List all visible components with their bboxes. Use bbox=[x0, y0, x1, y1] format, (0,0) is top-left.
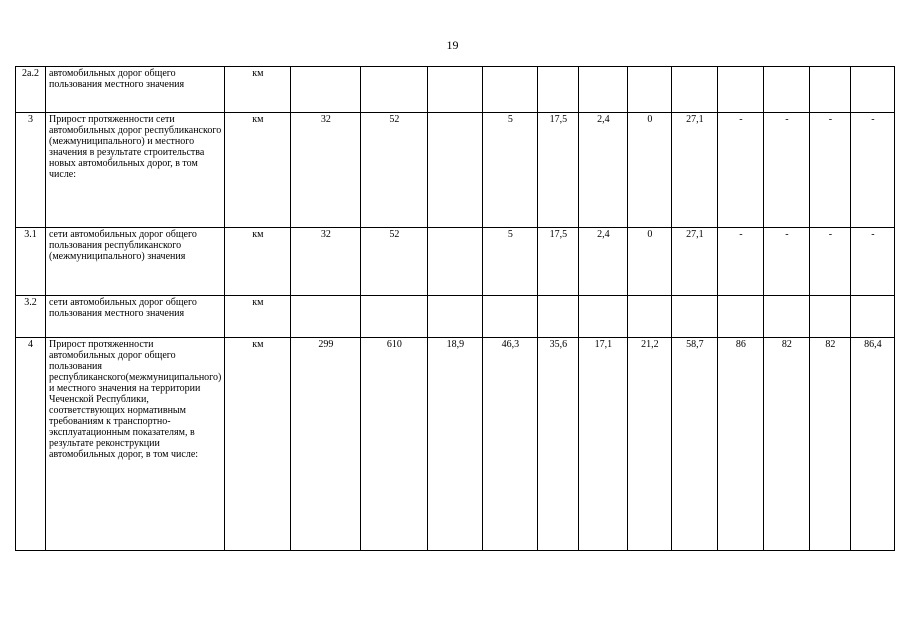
value-cell: - bbox=[718, 113, 764, 228]
value-cell bbox=[579, 67, 628, 113]
unit-cell: км bbox=[225, 338, 291, 551]
value-cell: - bbox=[810, 228, 851, 296]
value-cell: 86 bbox=[718, 338, 764, 551]
unit-cell: км bbox=[225, 296, 291, 338]
value-cell: - bbox=[764, 228, 810, 296]
value-cell: 2,4 bbox=[579, 113, 628, 228]
value-cell: 52 bbox=[361, 113, 428, 228]
indicator-name: сети автомобильных дорог общего пользования республиканского (межмуниципального) значения bbox=[46, 228, 225, 296]
value-cell bbox=[428, 296, 483, 338]
value-cell: 27,1 bbox=[672, 113, 718, 228]
value-cell bbox=[851, 67, 895, 113]
indicator-name: Прирост протяженности автомобильных дорог общего пользования республиканского(межмуниципального) и местного значения на территории Чеченской Республики, соответствующих нормативным требованиям к транспортно-эксплуатационным показателям, в результате реконструкции автомобильных дорог, в том числе: bbox=[46, 338, 225, 551]
value-cell: - bbox=[764, 113, 810, 228]
value-cell: 82 bbox=[764, 338, 810, 551]
value-cell: - bbox=[718, 228, 764, 296]
value-cell: - bbox=[810, 113, 851, 228]
indicators-table bbox=[15, 66, 895, 551]
value-cell: 17,5 bbox=[538, 113, 579, 228]
value-cell: 32 bbox=[291, 113, 361, 228]
value-cell: 2,4 bbox=[579, 228, 628, 296]
unit-cell: км bbox=[225, 228, 291, 296]
table-row bbox=[16, 113, 895, 228]
value-cell: 86,4 bbox=[851, 338, 895, 551]
table-row bbox=[16, 296, 895, 338]
indicator-name: автомобильных дорог общего пользования местного значения bbox=[46, 67, 225, 113]
row-number: 3.2 bbox=[16, 296, 46, 338]
table-row bbox=[16, 67, 895, 113]
value-cell bbox=[579, 296, 628, 338]
value-cell bbox=[764, 296, 810, 338]
indicator-name: сети автомобильных дорог общего пользования местного значения bbox=[46, 296, 225, 338]
value-cell: 52 bbox=[361, 228, 428, 296]
row-number: 3 bbox=[16, 113, 46, 228]
value-cell bbox=[361, 67, 428, 113]
indicator-name: Прирост протяженности сети автомобильных дорог республиканского (межмуниципального) и местного значения в результате строительства новых автомобильных дорог, в том числе: bbox=[46, 113, 225, 228]
value-cell: 610 bbox=[361, 338, 428, 551]
value-cell bbox=[361, 296, 428, 338]
value-cell: 299 bbox=[291, 338, 361, 551]
value-cell bbox=[764, 67, 810, 113]
page-number: 19 bbox=[446, 38, 459, 52]
value-cell bbox=[628, 67, 672, 113]
value-cell bbox=[428, 228, 483, 296]
value-cell bbox=[428, 113, 483, 228]
value-cell: 0 bbox=[628, 113, 672, 228]
table-row bbox=[16, 338, 895, 551]
table-row bbox=[16, 228, 895, 296]
value-cell: 18,9 bbox=[428, 338, 483, 551]
row-number: 3.1 bbox=[16, 228, 46, 296]
value-cell: 82 bbox=[810, 338, 851, 551]
value-cell: 32 bbox=[291, 228, 361, 296]
row-number: 4 bbox=[16, 338, 46, 551]
value-cell: 46,3 bbox=[483, 338, 538, 551]
value-cell: 17,5 bbox=[538, 228, 579, 296]
row-number: 2а.2 bbox=[16, 67, 46, 113]
value-cell: 35,6 bbox=[538, 338, 579, 551]
value-cell bbox=[810, 296, 851, 338]
value-cell: - bbox=[851, 228, 895, 296]
value-cell bbox=[810, 67, 851, 113]
value-cell bbox=[538, 296, 579, 338]
value-cell bbox=[538, 67, 579, 113]
value-cell: 21,2 bbox=[628, 338, 672, 551]
unit-cell: км bbox=[225, 113, 291, 228]
value-cell: 58,7 bbox=[672, 338, 718, 551]
value-cell bbox=[718, 67, 764, 113]
value-cell bbox=[672, 296, 718, 338]
value-cell bbox=[483, 296, 538, 338]
value-cell bbox=[291, 296, 361, 338]
value-cell: 5 bbox=[483, 228, 538, 296]
value-cell bbox=[672, 67, 718, 113]
value-cell bbox=[628, 296, 672, 338]
value-cell: 0 bbox=[628, 228, 672, 296]
value-cell bbox=[851, 296, 895, 338]
value-cell bbox=[718, 296, 764, 338]
unit-cell: км bbox=[225, 67, 291, 113]
value-cell: 27,1 bbox=[672, 228, 718, 296]
value-cell bbox=[428, 67, 483, 113]
value-cell bbox=[291, 67, 361, 113]
value-cell: 5 bbox=[483, 113, 538, 228]
value-cell: 17,1 bbox=[579, 338, 628, 551]
value-cell bbox=[483, 67, 538, 113]
value-cell: - bbox=[851, 113, 895, 228]
